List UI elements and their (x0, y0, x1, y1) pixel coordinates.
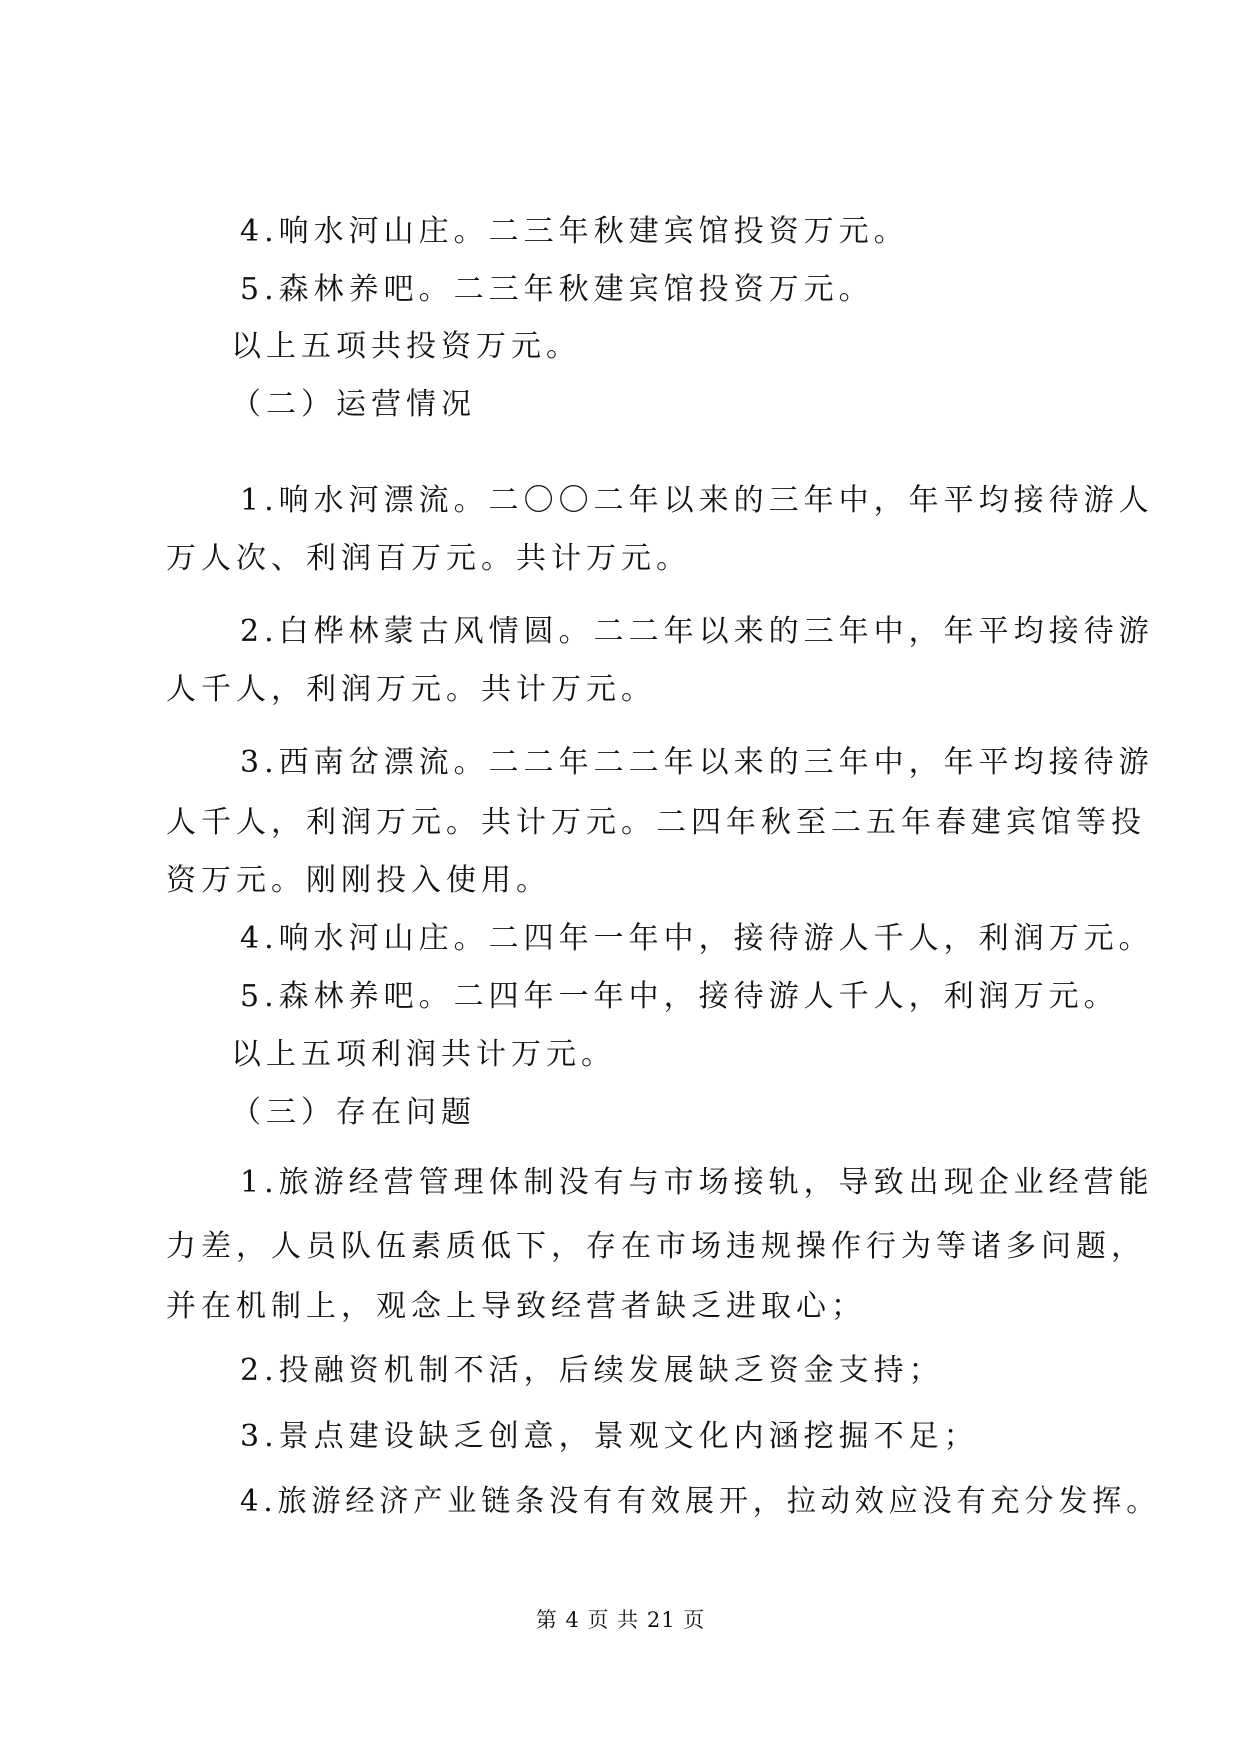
paragraph-line: 并在机制上，观念上导致经营者缺乏进取心； (166, 1289, 866, 1324)
paragraph-line: 人千人，利润万元。共计万元。 (166, 672, 656, 707)
paragraph-line: 力差，人员队伍素质低下，存在市场违规操作行为等诸多问题， (166, 1229, 1146, 1264)
paragraph-line: 资万元。刚刚投入使用。 (166, 863, 551, 898)
section-heading: （二）运营情况 (231, 387, 476, 422)
paragraph-line: 5.森林养吧。二四年一年中，接待游人千人，利润万元。 (240, 979, 1119, 1014)
paragraph-line: 3.西南岔漂流。二二年二二年以来的三年中，年平均接待游 (240, 745, 1154, 780)
paragraph-line: 2.投融资机制不活，后续发展缺乏资金支持； (240, 1353, 944, 1388)
paragraph-line: 2.白桦林蒙古风情圆。二二年以来的三年中，年平均接待游 (240, 614, 1154, 649)
paragraph-line: 以上五项利润共计万元。 (231, 1037, 616, 1072)
paragraph-line: 1.旅游经营管理体制没有与市场接轨，导致出现企业经营能 (240, 1165, 1154, 1200)
paragraph-line: 4.旅游经济产业链条没有有效展开，拉动效应没有充分发挥。 (240, 1484, 1161, 1519)
page-footer: 第 4 页 共 21 页 (535, 1608, 706, 1632)
paragraph-line: 4.响水河山庄。二三年秋建宾馆投资万元。 (240, 214, 909, 249)
paragraph-line: 1.响水河漂流。二〇〇二年以来的三年中，年平均接待游人 (240, 483, 1154, 518)
paragraph-line: 5.森林养吧。二三年秋建宾馆投资万元。 (240, 272, 874, 307)
paragraph-line: 万人次、利润百万元。共计万元。 (166, 541, 691, 576)
section-heading: （三）存在问题 (231, 1095, 476, 1130)
paragraph-line: 人千人，利润万元。共计万元。二四年秋至二五年春建宾馆等投 (166, 805, 1146, 840)
paragraph-line: 3.景点建设缺乏创意，景观文化内涵挖掘不足； (240, 1419, 979, 1454)
paragraph-line: 4.响水河山庄。二四年一年中，接待游人千人，利润万元。 (240, 921, 1154, 956)
paragraph-line: 以上五项共投资万元。 (231, 329, 581, 364)
